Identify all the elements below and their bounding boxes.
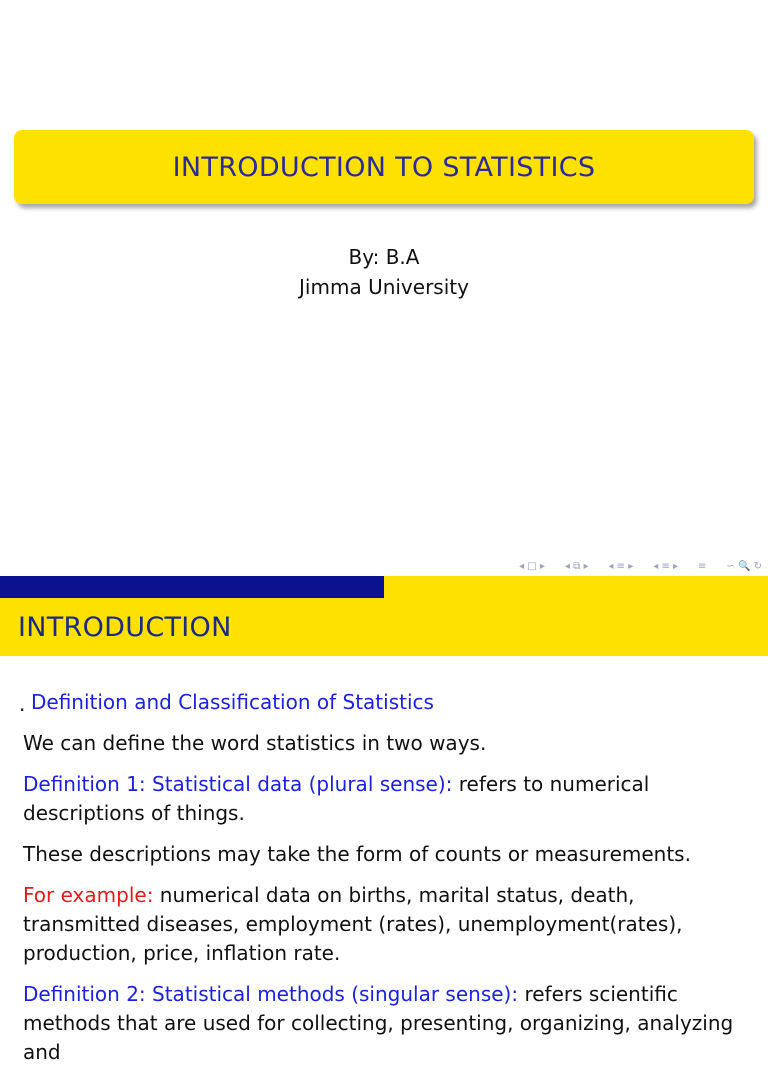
nav-document-icon[interactable]: ≡ [698,561,707,572]
title-box [14,130,754,204]
nav-frame-icon[interactable]: ◂ □ ▸ [519,561,545,572]
definition-1-text: refers to numerical descriptions of things. [23,772,650,825]
slide-content [19,688,753,1079]
nav-search-icon[interactable]: ∽ 🔍 ↻ [726,561,762,572]
descriptions-paragraph: These descriptions may take the form of counts or measurements. [23,842,691,866]
nav-section-icon[interactable]: ◂ ≡ ▸ [608,561,634,572]
example-paragraph [23,881,753,968]
example-label: For example: [23,883,154,907]
institution-line: Jimma University [299,275,469,299]
frame-title-bar [0,598,768,656]
nav-subsection-icon[interactable]: ◂ ⧉ ▸ [564,561,589,572]
introduction-slide [0,576,768,1064]
intro-paragraph: We can define the word statistics in two ways. [23,731,487,755]
bullet-dot: . [19,692,26,716]
definition-1 [23,770,753,828]
definition-2-label: Definition 2: Statistical methods (singular sense): [23,982,519,1006]
beamer-navigation [519,561,762,572]
presentation-title: INTRODUCTION TO STATISTICS [172,151,596,183]
frame-title: INTRODUCTION [18,611,232,643]
nav-section-next-icon[interactable]: ◂ ≡ ▸ [653,561,679,572]
headline-bar-navy [0,576,384,598]
author-block [0,242,768,302]
definition-2-text: refers scientific methods that are used for collecting, presenting, organizing, analyzing and [23,982,734,1064]
definition-1-label: Definition 1: Statistical data (plural sense): [23,772,453,796]
example-text: numerical data on births, marital status, death, transmitted diseases, employment (rates), unemployment(rates), production, price, inflation rate. [23,883,683,965]
headline-bar [0,576,768,598]
author-line: By: B.A [348,245,420,269]
section-heading: Definition and Classification of Statistics [31,690,434,714]
